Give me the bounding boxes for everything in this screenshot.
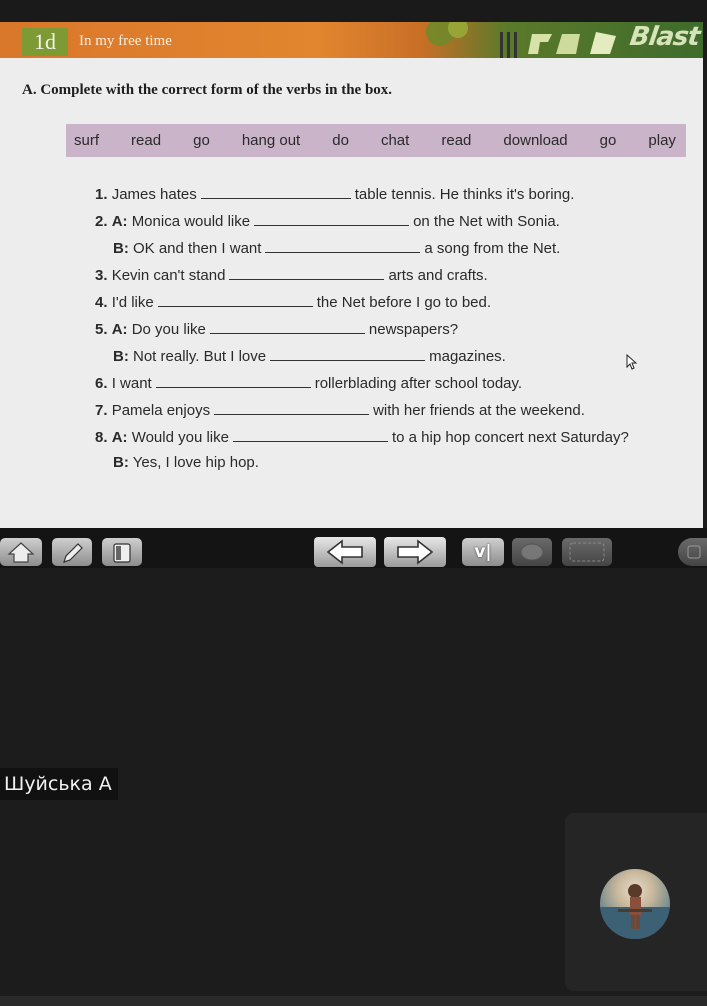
exercise-item (113, 454, 259, 471)
pen-button[interactable] (52, 538, 92, 566)
exercise-item (113, 238, 560, 257)
item-number: 6. (95, 375, 108, 392)
exercise-item (95, 373, 522, 392)
chat-icon (512, 538, 552, 566)
speaker-label: B: (113, 348, 129, 365)
item-text-after: on the Net with Sonia. (413, 213, 560, 230)
avatar (600, 869, 670, 939)
word-box-item: read (441, 132, 472, 149)
check-answers-button[interactable] (462, 538, 504, 566)
item-text-before: Would you like (131, 429, 229, 446)
word-box-item: go (193, 132, 210, 149)
check-icon: v| (474, 542, 492, 562)
fullscreen-button[interactable] (678, 538, 707, 566)
exercise-instruction: A. Complete with the correct form of the verbs in the box. (22, 82, 393, 98)
item-text-before: Monica would like (131, 213, 251, 230)
item-text-before: Pamela enjoys (111, 402, 211, 419)
unit-title: In my free time (79, 33, 172, 49)
exercise-item (95, 265, 488, 284)
item-number: 3. (95, 267, 108, 284)
participant-name: Шуйська А (0, 768, 118, 800)
home-button[interactable] (0, 538, 42, 566)
word-box-item: chat (380, 132, 410, 149)
item-text-after: the Net before I go to bed. (316, 294, 492, 311)
answer-blank[interactable] (156, 373, 311, 388)
item-text-before: Do you like (131, 321, 206, 338)
item-text-after: rollerblading after school today. (314, 375, 523, 392)
word-box-item: download (503, 132, 568, 149)
answer-blank[interactable] (210, 319, 365, 334)
item-text-before: I want (111, 375, 152, 392)
word-box (66, 124, 686, 157)
speaker-label: A: (111, 321, 128, 338)
item-number: 4. (95, 294, 108, 311)
answer-blank[interactable] (201, 184, 351, 199)
item-text-before: Not really. But I love (133, 348, 267, 365)
item-text-before: James hates (111, 186, 197, 203)
chat-button[interactable] (512, 538, 552, 566)
next-arrow-icon (384, 537, 446, 567)
prev-arrow-icon (314, 537, 376, 567)
answer-blank[interactable] (265, 238, 420, 253)
item-text-after: with her friends at the weekend. (373, 402, 585, 419)
bottom-bar (0, 996, 707, 1006)
player-toolbar (0, 528, 707, 568)
exercise-item (95, 292, 491, 311)
answer-blank[interactable] (158, 292, 313, 307)
exercise-item (95, 427, 629, 446)
eraser-button[interactable] (102, 538, 142, 566)
item-number: 5. (95, 321, 108, 338)
exercise-item (95, 319, 458, 338)
top-strip (0, 0, 707, 22)
word-box-item: surf (74, 132, 100, 149)
mouse-pointer-icon (626, 354, 638, 375)
item-text-after: to a hip hop concert next Saturday? (391, 429, 629, 446)
answer-blank[interactable] (270, 346, 425, 361)
next-page-button[interactable] (384, 537, 446, 567)
item-number: 8. (95, 429, 108, 446)
answer-blank[interactable] (254, 211, 409, 226)
answer-blank[interactable] (229, 265, 384, 280)
home-icon (0, 538, 42, 566)
item-text-before: OK and then I want (133, 240, 262, 257)
item-text-before: I'd like (111, 294, 154, 311)
exercise-item (113, 346, 506, 365)
item-text-after: newspapers? (368, 321, 459, 338)
previous-page-button[interactable] (314, 537, 376, 567)
item-text-after: magazines. (429, 348, 506, 365)
exercise-item (95, 184, 574, 203)
fullscreen-icon (678, 538, 707, 566)
word-box-item: go (599, 132, 617, 149)
brand-logo: Blast (627, 22, 702, 52)
speaker-label: B: (113, 454, 129, 471)
answer-blank[interactable] (214, 400, 369, 415)
speaker-label: A: (111, 213, 128, 230)
header-graffiti-decoration (380, 22, 703, 58)
gallery-button[interactable] (562, 538, 612, 566)
item-text-after: arts and crafts. (388, 267, 488, 284)
unit-header (0, 22, 703, 58)
pen-icon (52, 538, 92, 566)
textbook-page (0, 22, 703, 528)
unit-number: 1d (22, 28, 68, 56)
item-number: 1. (95, 186, 108, 203)
item-number: 7. (95, 402, 108, 419)
answer-blank[interactable] (233, 427, 388, 442)
item-text-after: a song from the Net. (424, 240, 561, 257)
item-text-before: Yes, I love hip hop. (132, 454, 259, 471)
word-box-item: read (131, 132, 162, 149)
item-number: 2. (95, 213, 108, 230)
eraser-icon (102, 538, 142, 566)
gallery-icon (562, 538, 612, 566)
word-box-item: do (332, 132, 349, 149)
exercise-item (95, 211, 560, 230)
word-box-item: play (648, 132, 676, 149)
exercise-item (95, 400, 585, 419)
speaker-label: A: (111, 429, 128, 446)
item-text-after: table tennis. He thinks it's boring. (354, 186, 575, 203)
speaker-label: B: (113, 240, 129, 257)
word-box-item: hang out (241, 132, 301, 149)
item-text-before: Kevin can't stand (111, 267, 226, 284)
